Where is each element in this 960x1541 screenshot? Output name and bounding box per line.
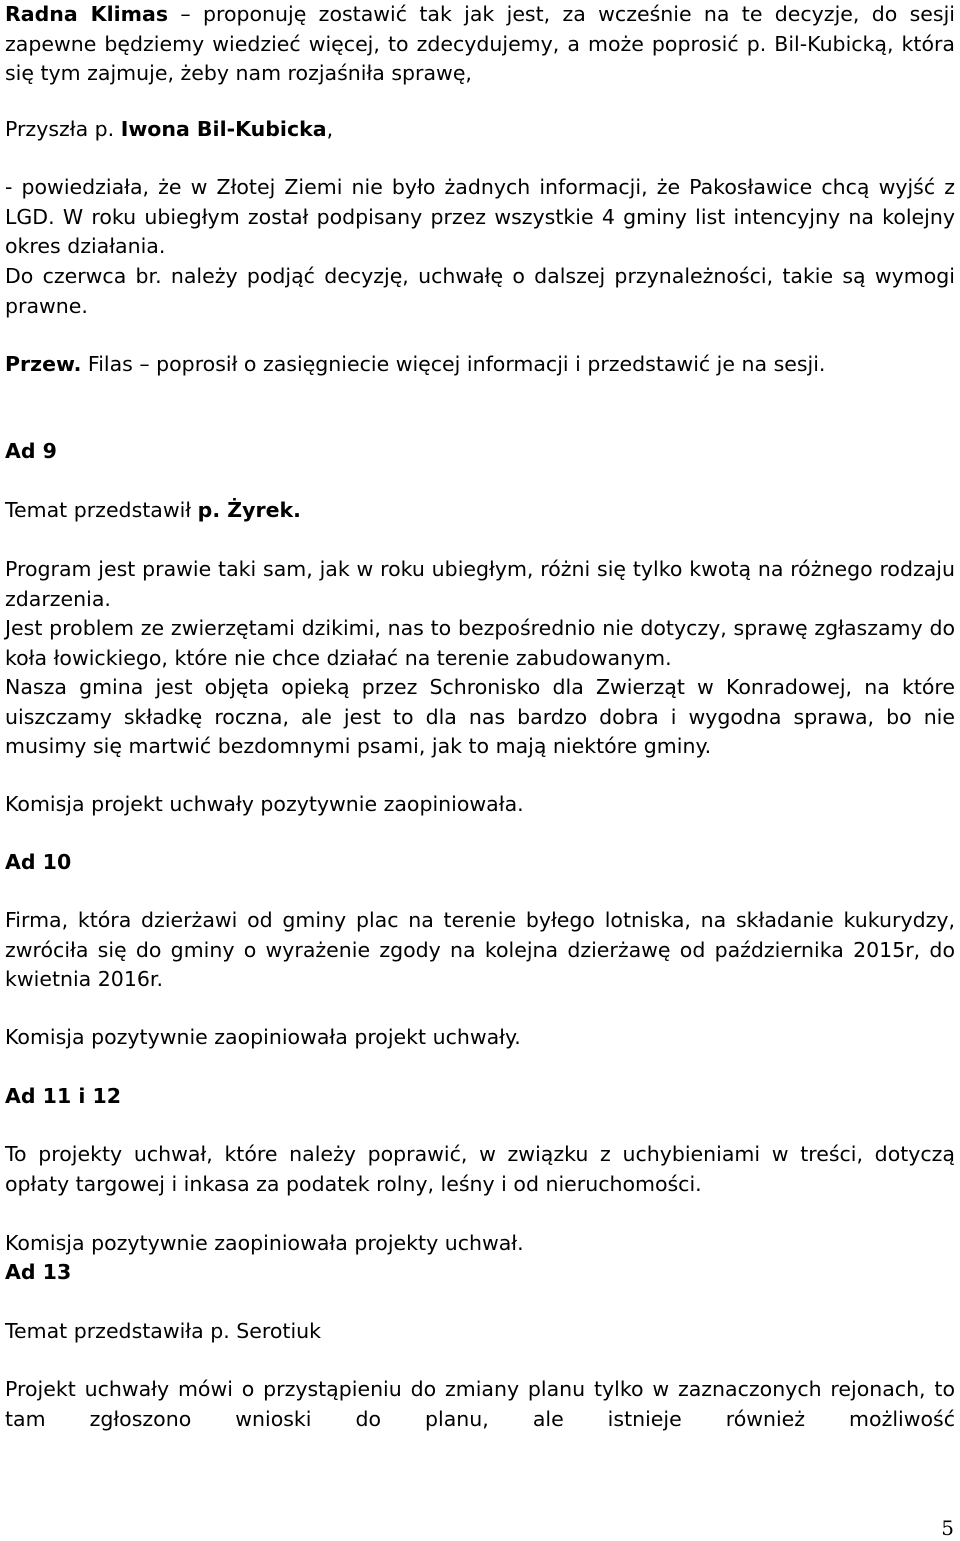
paragraph-schronisko: Nasza gmina jest objęta opieką przez Schronisko dla Zwierząt w Konradowej, na które uiszczamy składkę roczna, ale jest to dla nas bardzo dobra i wygodna sprawa, bo nie musimy się martwić bezdomnymi psami, jak to mają niektóre gminy.: [5, 675, 955, 758]
presenter-prefix: Temat przedstawił: [5, 498, 198, 522]
paragraph-plan: Projekt uchwały mówi o przystąpieniu do zmiany planu tylko w zaznaczonych rejonach, to tam zgłoszono wnioski do planu, ale istnieje również możliwość: [5, 1377, 955, 1431]
paragraph-program: Program jest prawie taki sam, jak w roku ubiegłym, różni się tylko kwotą na różnego rodzaju zdarzenia.: [5, 557, 955, 611]
presenter-name: p. Żyrek.: [197, 498, 301, 522]
text-prefix: Przyszła p.: [5, 117, 121, 141]
section-heading-ad11: Ad 11 i 12: [5, 1084, 122, 1108]
paragraph-text: Filas – poprosił o zasięgniecie więcej informacji i przedstawić je na sesji.: [81, 352, 826, 376]
paragraph-dzierzawa: Firma, która dzierżawi od gminy plac na terenie byłego lotniska, na składanie kukurydzy, zwróciła się do gminy o wyrażenie zgody na kolejna dzierżawę od października 2015r, do kwietnia 2016r.: [5, 908, 955, 991]
person-name: Iwona Bil-Kubicka: [120, 117, 327, 141]
conclusion-ad11: Komisja pozytywnie zaopiniowała projekty uchwał.: [5, 1231, 524, 1255]
conclusion-ad10: Komisja pozytywnie zaopiniowała projekt uchwały.: [5, 1025, 521, 1049]
section-heading-ad13: Ad 13: [5, 1260, 72, 1284]
paragraph-text: – proponuję zostawić tak jak jest, za wcześnie na te decyzje, do sesji zapewne będziemy wiedzieć więcej, to zdecydujemy, a może poprosić p. Bil-Kubicką, która się tym zajmuje, żeby nam rozjaśniła sprawę,: [5, 2, 955, 85]
section-heading-ad9: Ad 9: [5, 439, 57, 463]
paragraph-oplaty: To projekty uchwał, które należy poprawić, w związku z uchybieniami w treści, dotyczą opłaty targowej i inkasa za podatek rolny, leśny i od nieruchomości.: [5, 1142, 955, 1196]
presenter-ad13: Temat przedstawiła p. Serotiuk: [5, 1319, 321, 1343]
conclusion-ad9: Komisja projekt uchwały pozytywnie zaopiniowała.: [5, 792, 524, 816]
page-number: 5: [941, 1516, 954, 1540]
paragraph-klimas: [5, 0, 955, 89]
presenter-ad9: [5, 496, 955, 526]
text-suffix: ,: [326, 117, 334, 141]
section-heading-ad10: Ad 10: [5, 850, 72, 874]
speaker-name: Przew.: [5, 352, 82, 376]
paragraph-czerwiec: Do czerwca br. należy podjąć decyzję, uchwałę o dalszej przynależności, takie są wymogi prawne.: [5, 264, 955, 318]
paragraph-przyszla: [5, 115, 955, 145]
speaker-name: Radna Klimas: [5, 2, 169, 26]
paragraph-filas: [5, 350, 955, 380]
paragraph-lgd: - powiedziała, że w Złotej Ziemi nie było żadnych informacji, że Pakosławice chcą wyjść z LGD. W roku ubiegłym został podpisany przez wszystkie 4 gminy list intencyjny na kolejny okres działania.: [5, 175, 955, 258]
paragraph-zwierzeta: Jest problem ze zwierzętami dzikimi, nas to bezpośrednio nie dotyczy, sprawę zgłaszamy do koła łowickiego, które nie chce działać na terenie zabudowanym.: [5, 616, 955, 670]
